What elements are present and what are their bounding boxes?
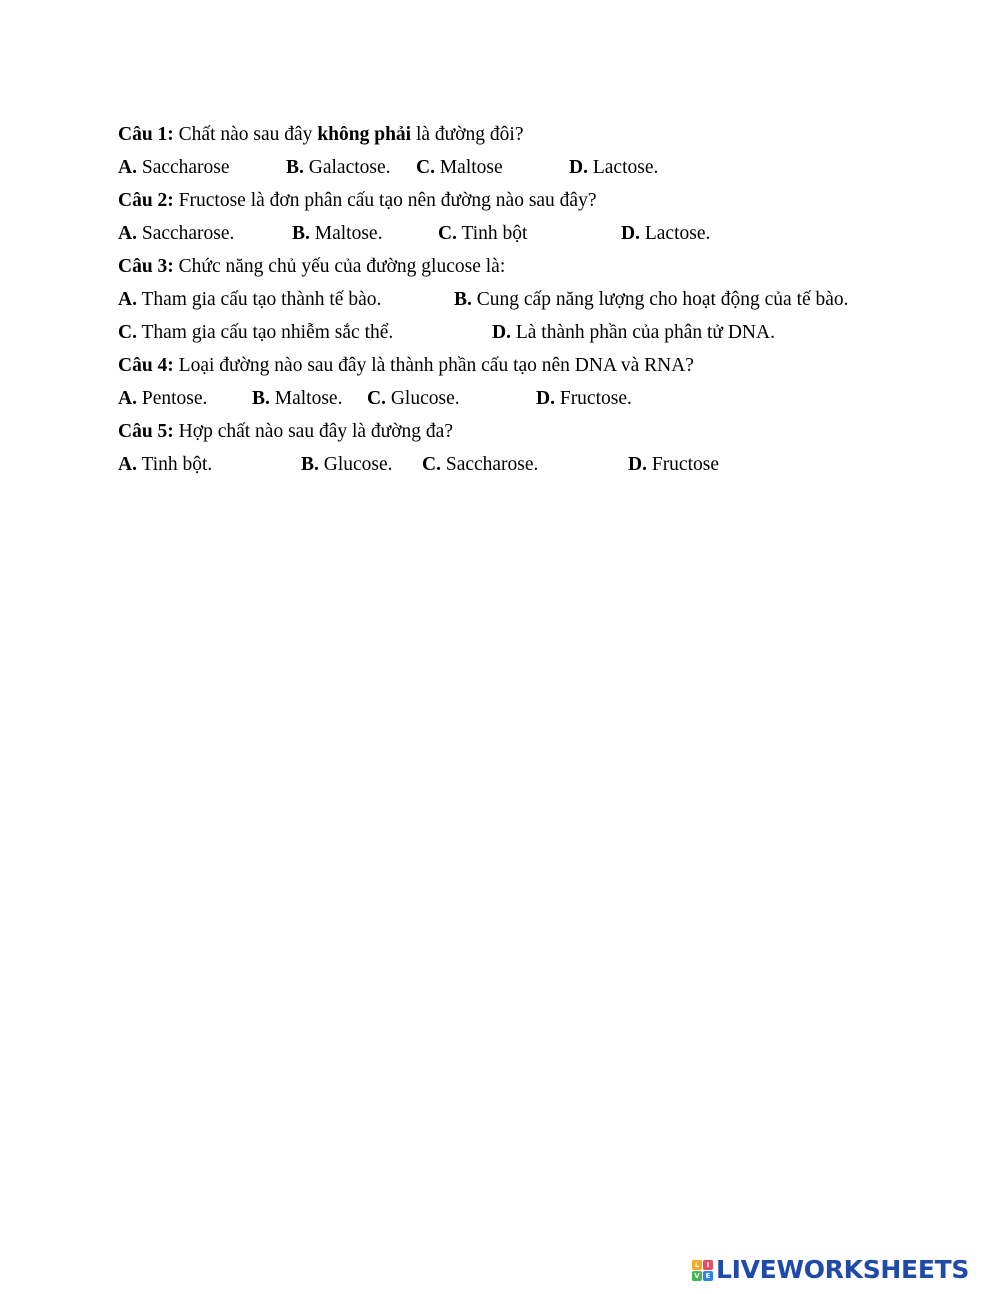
liveworksheets-logo[interactable] xyxy=(692,1255,969,1285)
question-2-option-b[interactable]: B. Maltose. xyxy=(292,223,383,244)
question-5-option-b[interactable]: B. Glucose. xyxy=(301,454,393,475)
logo-mark-v: V xyxy=(692,1271,702,1281)
question-3-option-c[interactable]: C. Tham gia cấu tạo nhiễm sắc thể. xyxy=(118,322,394,343)
question-5-option-d[interactable]: D. Fructose xyxy=(628,454,719,475)
question-4-option-b[interactable]: B. Maltose. xyxy=(252,388,343,409)
question-1-option-b[interactable]: B. Galactose. xyxy=(286,157,391,178)
question-4-option-a[interactable]: A. Pentose. xyxy=(118,388,208,409)
question-2-option-a[interactable]: A. Saccharose. xyxy=(118,223,235,244)
question-4-option-c[interactable]: C. Glucose. xyxy=(367,388,460,409)
question-3-label: Câu 3: xyxy=(118,256,174,277)
question-3-option-a[interactable]: A. Tham gia cấu tạo thành tế bào. xyxy=(118,289,382,310)
question-4-option-d[interactable]: D. Fructose. xyxy=(536,388,632,409)
question-2-option-d[interactable]: D. Lactose. xyxy=(621,223,711,244)
question-1-option-a[interactable]: A. Saccharose xyxy=(118,157,230,178)
logo-mark-icon xyxy=(692,1260,713,1281)
logo-mark-l: L xyxy=(692,1260,702,1270)
logo-mark-i: I xyxy=(703,1260,713,1270)
question-1-label: Câu 1: xyxy=(118,124,174,145)
question-1-text-end: là đường đôi? xyxy=(411,124,524,145)
question-2-text: Fructose là đơn phân cấu tạo nên đường nào sau đây? xyxy=(173,190,597,211)
question-1-text-start: Chất nào sau đây xyxy=(173,124,318,145)
question-4-stem xyxy=(118,353,694,379)
logo-mark-e: E xyxy=(703,1271,713,1281)
question-4-label: Câu 4: xyxy=(118,355,174,376)
question-3-option-b[interactable]: B. Cung cấp năng lượng cho hoạt động của tế bào. xyxy=(454,289,849,310)
question-5-stem xyxy=(118,419,453,445)
question-5-text: Hợp chất nào sau đây là đường đa? xyxy=(173,421,453,442)
question-1-option-c[interactable]: C. Maltose xyxy=(416,157,503,178)
question-4-text: Loại đường nào sau đây là thành phần cấu tạo nên DNA và RNA? xyxy=(173,355,694,376)
question-1-emphasis: không phải xyxy=(317,124,412,145)
question-5-option-c[interactable]: C. Saccharose. xyxy=(422,454,539,475)
question-3-text: Chức năng chủ yếu của đường glucose là: xyxy=(173,256,506,277)
question-1-stem xyxy=(118,122,524,148)
question-5-label: Câu 5: xyxy=(118,421,174,442)
question-2-label: Câu 2: xyxy=(118,190,174,211)
question-3-stem xyxy=(118,254,505,280)
question-3-option-d[interactable]: D. Là thành phần của phân tử DNA. xyxy=(492,322,775,343)
question-2-option-c[interactable]: C. Tinh bột xyxy=(438,223,528,244)
question-2-stem xyxy=(118,188,597,214)
question-1-option-d[interactable]: D. Lactose. xyxy=(569,157,659,178)
question-5-option-a[interactable]: A. Tinh bột. xyxy=(118,454,213,475)
logo-wordmark: LIVEWORKSHEETS xyxy=(716,1255,970,1284)
